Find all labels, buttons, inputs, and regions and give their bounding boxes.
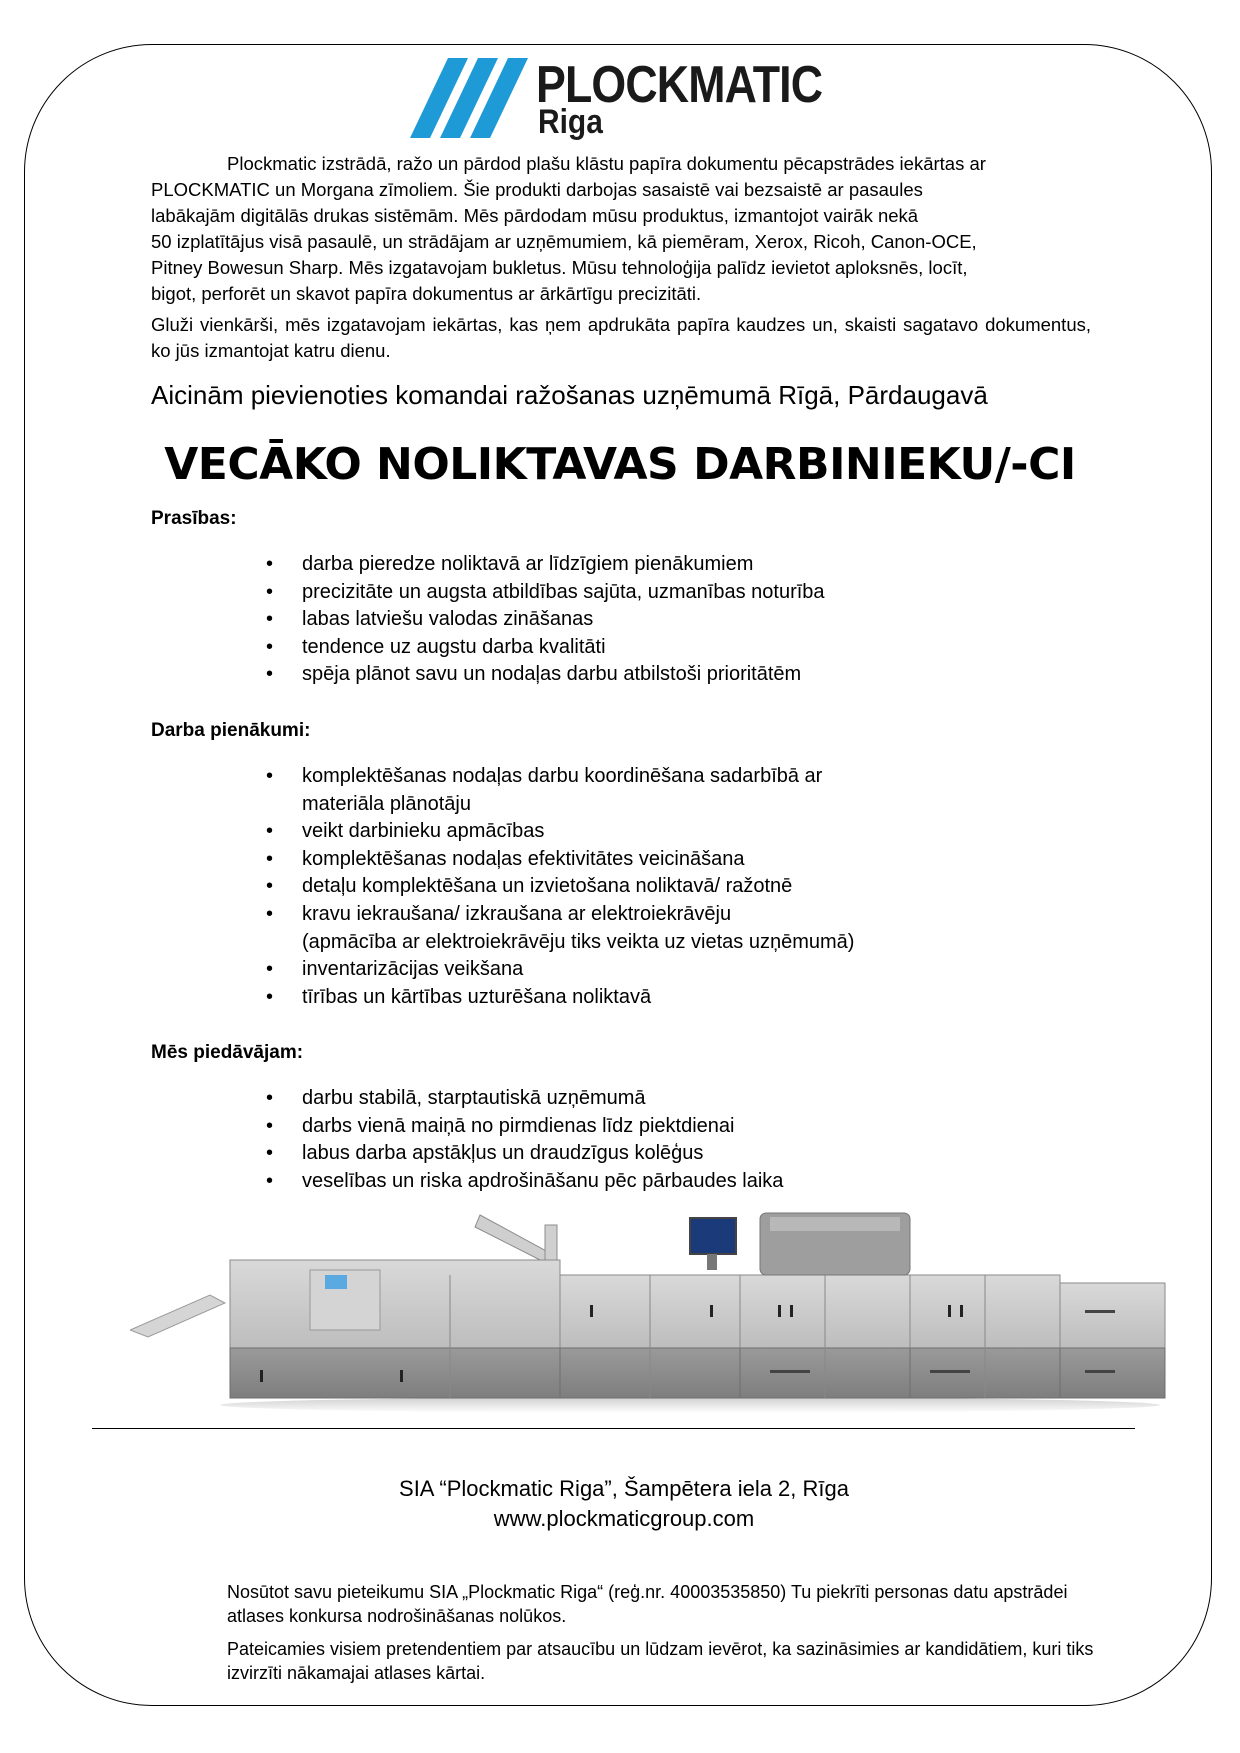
- thanks-text: Pateicamies visiem pretendentiem par atsaucību un lūdzam ievērot, ka sazināsimies ar kandidātiem, kuri tiks izvirzīti nākamajai atlases kārtai.: [227, 1639, 1094, 1683]
- list-item: • labas latviešu valodas zināšanas: [266, 606, 825, 634]
- job-title: VECĀKO NOLIKTAVAS DARBINIEKU/-CI: [164, 439, 1076, 490]
- consent-text: Nosūtot savu pieteikumu SIA „Plockmatic Riga“ (reģ.nr. 40003535850) Tu piekrīti personas datu apstrādei atlases konkursa nodrošināšanas nolūkos.: [227, 1582, 1068, 1626]
- footer-address: [0, 1474, 1240, 1534]
- list-item: [266, 901, 854, 956]
- invitation-line: Aicinām pievienoties komandai ražošanas uzņēmumā Rīgā, Pārdaugavā: [151, 380, 988, 410]
- list-item: • spēja plānot savu un nodaļas darbu atbilstoši prioritātēm: [266, 661, 825, 689]
- logo-slashes-icon: [410, 58, 540, 140]
- list-item: • labus darba apstākļus un draudzīgus kolēģus: [266, 1140, 783, 1168]
- duties-heading: Darba pienākumi:: [151, 720, 311, 741]
- intro-line: Pitney Bowesun Sharp. Mēs izgatavojam bukletus. Mūsu tehnoloģija palīdz ievietot aploksnēs, locīt,: [151, 257, 968, 278]
- list-item: • komplektēšanas nodaļas efektivitātes veicināšana: [266, 846, 854, 874]
- website-link[interactable]: www.plockmaticgroup.com: [493, 1506, 755, 1531]
- list-item: • tendence uz augstu darba kvalitāti: [266, 634, 825, 662]
- list-item: • darbu stabilā, starptautiskā uzņēmumā: [266, 1085, 783, 1113]
- offer-heading: Mēs piedāvājam:: [151, 1042, 304, 1063]
- intro-line: PLOCKMATIC un Morgana zīmoliem. Šie produkti darbojas sasaistē vai bezsaistē ar pasaules: [151, 179, 923, 200]
- plockmatic-logo: [410, 56, 823, 142]
- intro-line: 50 izplatītājus visā pasaulē, un strādājam ar uzņēmumiem, kā piemēram, Xerox, Ricoh, Canon-OCE,: [151, 231, 977, 252]
- list-item: • darbs vienā maiņā no pirmdienas līdz piektdienai: [266, 1113, 783, 1141]
- company-address: SIA “Plockmatic Riga”, Šampētera iela 2, Rīga: [399, 1476, 849, 1501]
- logo-sub: Riga: [538, 103, 603, 141]
- intro-paragraph: [151, 151, 1091, 307]
- summary-paragraph: Gluži vienkārši, mēs izgatavojam iekārtas, kas ņem apdrukāta papīra kaudzes un, skaisti sagatavo dokumentus, ko jūs izmantojat katru dienu.: [151, 314, 1091, 361]
- list-item: • veikt darbinieku apmācības: [266, 818, 854, 846]
- list-item: • darba pieredze noliktavā ar līdzīgiem pienākumiem: [266, 551, 825, 579]
- printing-machine-image: [130, 1165, 1190, 1425]
- intro-line: bigot, perforēt un skavot papīra dokumentus ar ārkārtīgu precizitāti.: [151, 283, 702, 304]
- divider: [92, 1428, 1135, 1429]
- requirements-list: [266, 551, 825, 689]
- list-item: • detaļu komplektēšana un izvietošana noliktavā/ ražotnē: [266, 873, 854, 901]
- list-item: [266, 763, 854, 818]
- list-item-line: materiāla plānotāju: [302, 792, 471, 815]
- requirements-heading: Prasības:: [151, 508, 237, 529]
- list-item-line: kravu iekraušana/ izkraušana ar elektroiekrāvēju: [302, 902, 732, 925]
- intro-line: labākajām digitālās drukas sistēmām. Mēs pārdodam mūsu produktus, izmantojot vairāk nekā: [151, 205, 919, 226]
- list-item: • veselības un riska apdrošināšanu pēc pārbaudes laika: [266, 1168, 783, 1196]
- list-item-line: komplektēšanas nodaļas darbu koordinēšana sadarbībā ar: [302, 765, 823, 787]
- intro-line: Plockmatic izstrādā, ražo un pārdod plašu klāstu papīra dokumentu pēcapstrādes iekārtas ar: [227, 153, 986, 174]
- list-item-line: (apmācība ar elektroiekrāvēju tiks veikta uz vietas uzņēmumā): [302, 930, 855, 953]
- list-item: • precizitāte un augsta atbildības sajūta, uzmanības noturība: [266, 579, 825, 607]
- list-item: • inventarizācijas veikšana: [266, 956, 854, 984]
- duties-list: [266, 763, 854, 1011]
- list-item: • tīrības un kārtības uzturēšana noliktavā: [266, 984, 854, 1012]
- logo-name: PLOCKMATIC: [536, 56, 823, 114]
